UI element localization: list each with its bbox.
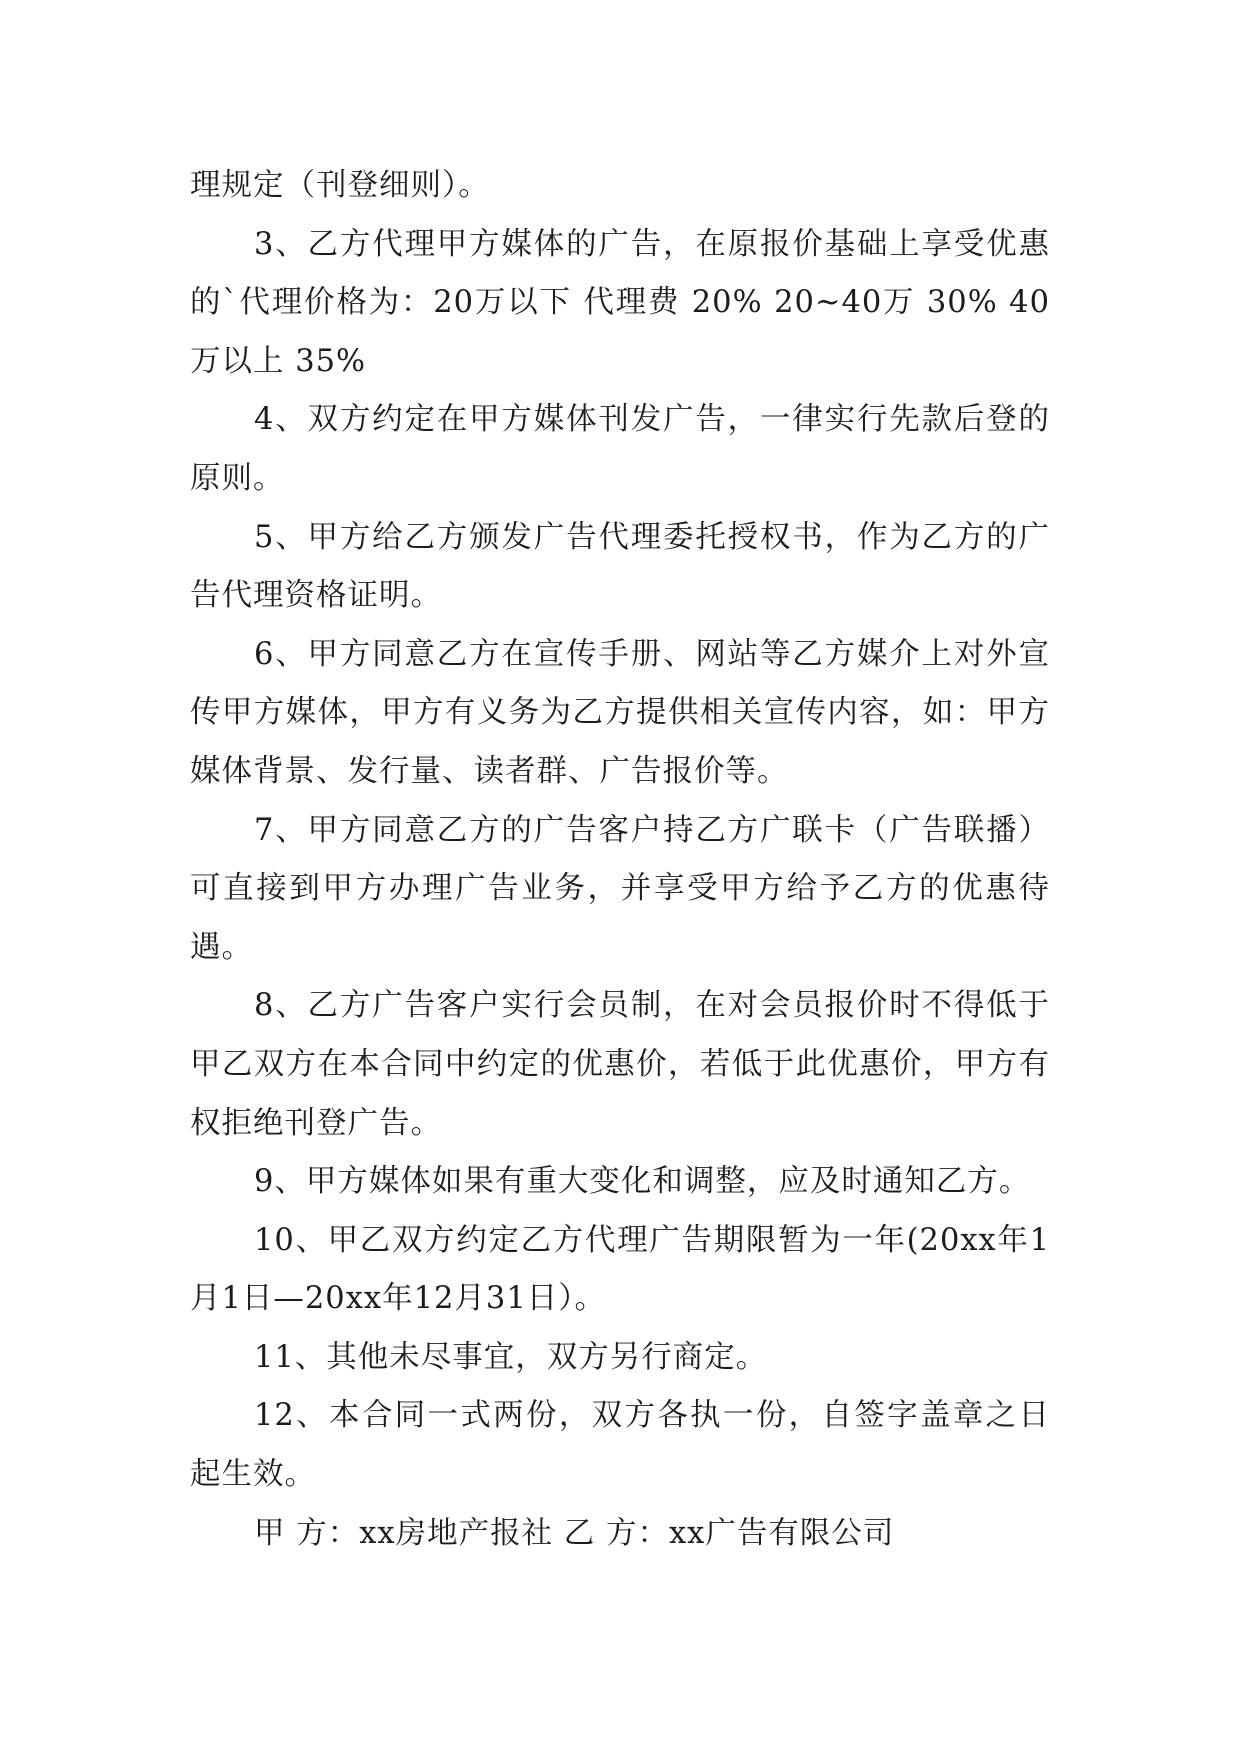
clause-6: 6、甲方同意乙方在宣传手册、网站等乙方媒介上对外宣传甲方媒体，甲方有义务为乙方提供相关宣传内容，如：甲方媒体背景、发行量、读者群、广告报价等。 — [190, 636, 1050, 789]
clause-5: 5、甲方给乙方颁发广告代理委托授权书，作为乙方的广告代理资格证明。 — [190, 519, 1050, 614]
clause-10: 10、甲乙双方约定乙方代理广告期限暂为一年(20xx年1月1日—20xx年12月31日）。 — [190, 1222, 1050, 1317]
clause-12: 12、本合同一式两份，双方各执一份，自签字盖章之日起生效。 — [190, 1398, 1050, 1493]
clause-7: 7、甲方同意乙方的广告客户持乙方广联卡（广告联播）可直接到甲方办理广告业务，并享受甲方给予乙方的优惠待遇。 — [190, 812, 1050, 965]
clause-4: 4、双方约定在甲方媒体刊发广告，一律实行先款后登的原则。 — [190, 402, 1050, 496]
signature-line: 甲 方：xx房地产报社 乙 方：xx广告有限公司 — [254, 1515, 895, 1551]
clause-3: 3、乙方代理甲方媒体的广告，在原报价基础上享受优惠的`代理价格为：20万以下 代理费 20% 20~40万 30% 40万以上 35% — [190, 226, 1050, 379]
clause-8: 8、乙方广告客户实行会员制，在对会员报价时不得低于甲乙双方在本合同中约定的优惠价，若低于此优惠价，甲方有权拒绝刊登广告。 — [190, 988, 1050, 1141]
clause-9: 9、甲方媒体如果有重大变化和调整，应及时通知乙方。 — [254, 1164, 1031, 1200]
contract-body — [190, 157, 1050, 1563]
paragraph-continuation: 理规定（刊登细则）。 — [190, 168, 490, 203]
clause-11: 11、其他未尽事宜，双方另行商定。 — [254, 1339, 768, 1375]
